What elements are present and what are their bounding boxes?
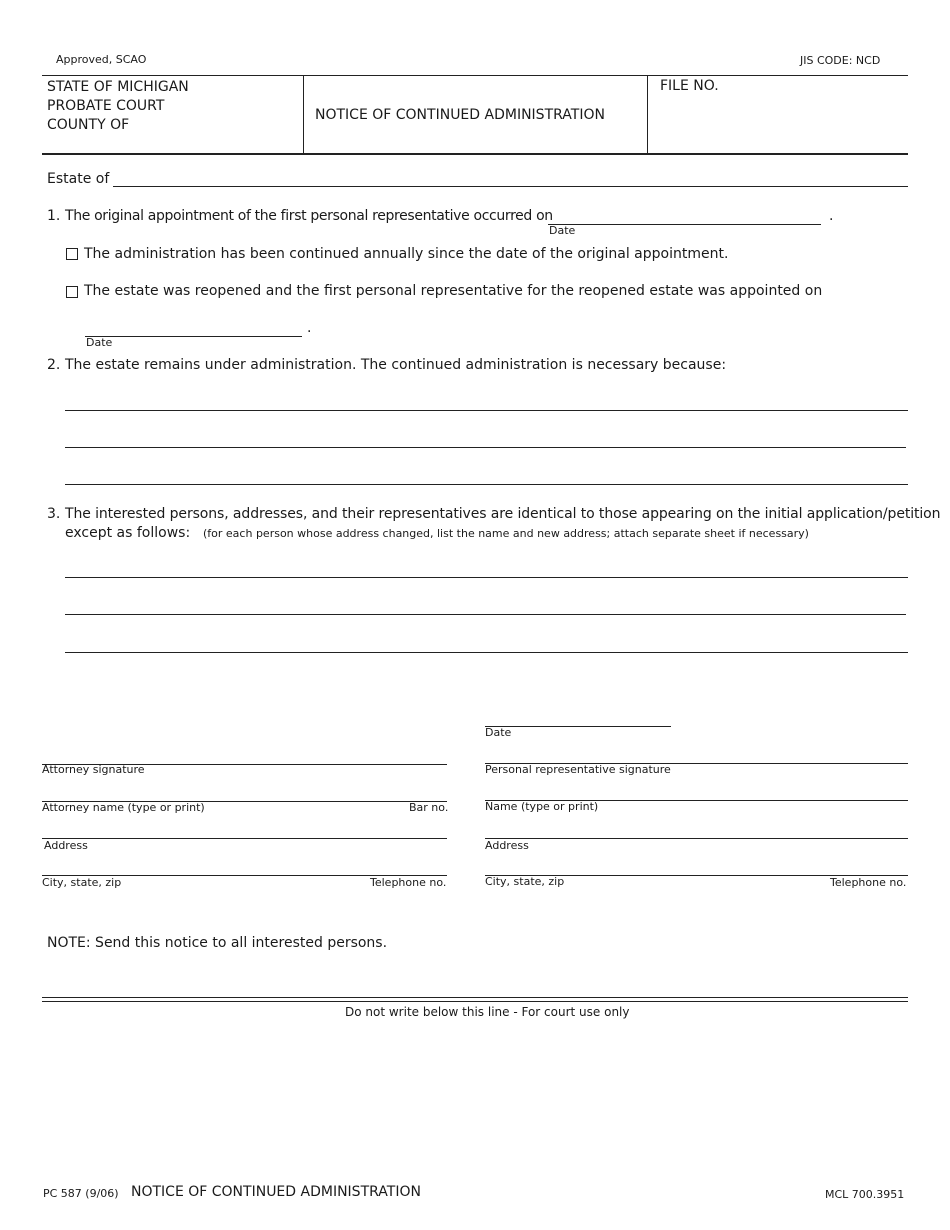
jis-code: JIS CODE: NCD (800, 54, 881, 67)
pr-name-caption: Name (type or print) (485, 800, 599, 813)
signature-date-caption: Date (485, 726, 512, 739)
reason-line-3[interactable] (65, 484, 908, 485)
file-no-label: FILE NO. (660, 78, 719, 94)
item1-period: . (829, 208, 834, 224)
footer-title: NOTICE OF CONTINUED ADMINISTRATION (131, 1184, 421, 1200)
reason-line-2[interactable] (65, 447, 906, 448)
statute-reference: MCL 700.3951 (825, 1188, 905, 1201)
file-no-input[interactable] (660, 98, 900, 138)
court-use-rule-top (42, 997, 908, 998)
approved-label: Approved, SCAO (56, 53, 147, 66)
header-top-rule (42, 75, 908, 76)
attorney-signature-caption: Attorney signature (42, 763, 145, 776)
appointment-date-field[interactable] (548, 224, 821, 225)
reopened-date-caption: Date (86, 336, 113, 349)
item3-note: (for each person whose address changed, list the name and new address; attach separate sheet if necessary) (203, 527, 809, 540)
reopened-checkbox[interactable] (66, 286, 78, 298)
court-block (47, 78, 189, 135)
pr-telephone-caption: Telephone no. (830, 876, 907, 889)
item3-text-line1: The interested persons, addresses, and their representatives are identical to those appearing on the initial application/petition (65, 506, 941, 522)
attorney-city-caption: City, state, zip (42, 876, 122, 889)
attorney-name-caption: Attorney name (type or print) (42, 801, 205, 814)
reopened-date-field[interactable] (85, 336, 302, 337)
court-use-label: Do not write below this line - For court use only (345, 1005, 630, 1019)
exception-line-1[interactable] (65, 577, 908, 578)
appointment-date-caption: Date (549, 224, 576, 237)
form-number: PC 587 (9/06) (43, 1187, 119, 1200)
item2-text: The estate remains under administration. The continued administration is necessary because: (65, 357, 727, 373)
pr-address-field[interactable] (485, 838, 908, 839)
court-line-court: PROBATE COURT (47, 98, 165, 114)
item1-text: The original appointment of the first personal representative occurred on (65, 208, 553, 224)
pr-address-caption: Address (485, 839, 529, 852)
reason-line-1[interactable] (65, 410, 908, 411)
bar-no-caption: Bar no. (409, 801, 449, 814)
continued-annually-checkbox[interactable] (66, 248, 78, 260)
note-text: NOTE: Send this notice to all interested persons. (47, 935, 388, 951)
court-line-state: STATE OF MICHIGAN (47, 79, 189, 95)
reopened-text: The estate was reopened and the first personal representative for the reopened estate was appointed on (84, 283, 823, 299)
attorney-address-field[interactable] (42, 838, 447, 839)
pr-city-caption: City, state, zip (485, 875, 565, 888)
estate-name-field[interactable] (113, 186, 908, 187)
form-title: NOTICE OF CONTINUED ADMINISTRATION (315, 107, 605, 123)
reopened-period: . (307, 320, 312, 336)
item1-number: 1. (47, 208, 61, 224)
attorney-address-caption: Address (44, 839, 88, 852)
header-divider-2 (647, 75, 648, 154)
attorney-telephone-caption: Telephone no. (370, 876, 447, 889)
estate-label: Estate of (47, 171, 110, 187)
header-bottom-rule (42, 153, 908, 155)
item3-text-line2: except as follows: (65, 525, 191, 541)
continued-annually-text: The administration has been continued annually since the date of the original appointment. (84, 246, 729, 262)
signature-date-field[interactable] (485, 726, 671, 727)
item2-number: 2. (47, 357, 61, 373)
court-use-rule-bottom (42, 1001, 908, 1002)
header-divider-1 (303, 75, 304, 154)
exception-line-2[interactable] (65, 614, 906, 615)
exception-line-3[interactable] (65, 652, 908, 653)
pr-signature-caption: Personal representative signature (485, 763, 671, 776)
court-line-county: COUNTY OF (47, 117, 130, 133)
item3-number: 3. (47, 506, 61, 522)
